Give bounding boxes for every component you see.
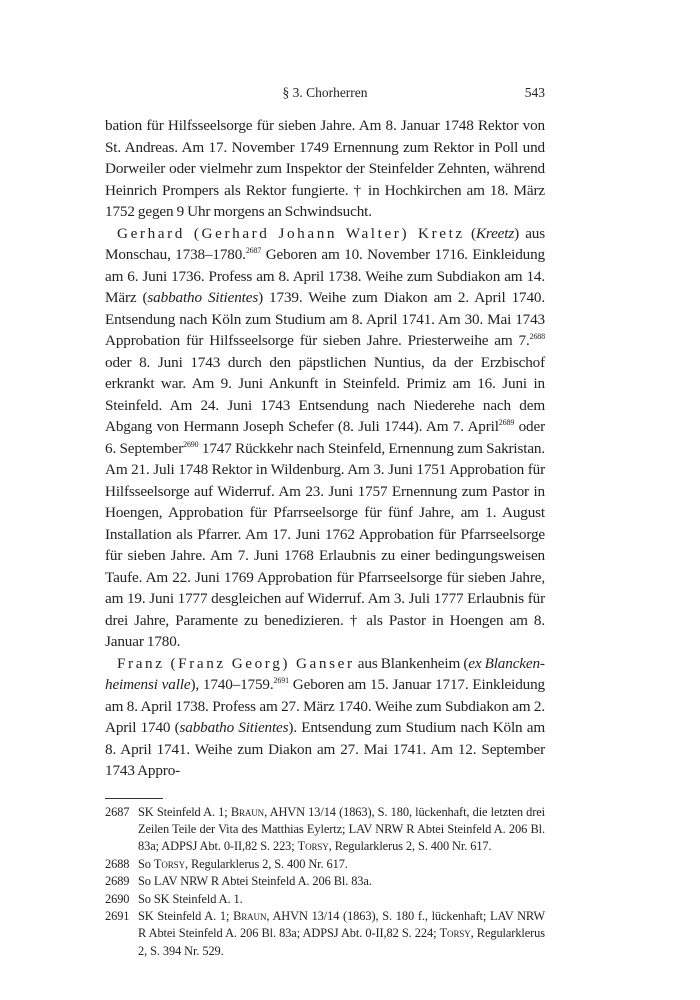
footnote-number: 2690 — [105, 891, 130, 906]
text: ), 1740–1759. — [190, 676, 274, 693]
text: Geboren am 10. November 1716. Einkleidung am 6. Juni 1736. Profess am 8. April 1738. Weihe zum Subdiakon am 14. März ( — [105, 246, 545, 306]
text: aus Blankenheim ( — [354, 654, 469, 672]
footnote-separator — [105, 798, 163, 799]
text: ). Entsendung zum Studium nach Köln am 8. April 1741. Weihe zum Diakon am 27. Mai 1741. Am 12. September 1743 Appro- — [105, 719, 545, 779]
footnote-text — [138, 856, 545, 873]
footnote-text — [138, 804, 545, 856]
footnote-ref[interactable]: 2689 — [498, 418, 515, 427]
footnote-number: 2688 — [105, 856, 130, 871]
footnote — [105, 891, 545, 908]
text: ) 1739. Weihe zum Diakon am 2. April 1740. Entsendung nach Köln zum Studium am 8. April 1741. Am 30. Mai 1743 Approbation für Hilfsseelsorge für sieben Jahre. Priesterweihe am 7. — [105, 289, 546, 349]
person-name: Gerhard (Gerhard Johann Walter) Kretz — [117, 224, 465, 242]
footnote-text: So LAV NRW R Abtei Steinfeld A. 206 Bl. 83a. — [138, 874, 372, 889]
text: oder 8. Juni 1743 durch den päpstlichen Nuntius, da der Erzbischof erkrankt war. Am 9. Juni Ankunft in Steinfeld. Primiz am 16. Juni in Steinfeld. Am 24. Juni 1743 Entsendung nach Niederehe nach dem Abgang von Hermann Joseph Schefer (8. Juli 1744). Am 7. April — [105, 353, 545, 435]
footnote — [105, 804, 545, 856]
author-name: Braun — [233, 908, 267, 923]
text: SK Steinfeld A. 1; — [138, 804, 231, 819]
footnote-text: So SK Steinfeld A. 1. — [138, 891, 243, 906]
footnote-ref[interactable]: 2691 — [273, 676, 289, 685]
text: So — [138, 856, 154, 871]
author-name: Torsy — [153, 856, 185, 871]
body-text — [105, 115, 545, 782]
author-name: Torsy — [297, 839, 329, 854]
alt-name: Kreetz — [475, 224, 515, 242]
entry-franz-ganser — [105, 653, 545, 782]
footnote-ref[interactable]: 2687 — [245, 246, 262, 255]
footnote-number: 2689 — [105, 874, 130, 889]
text: , Regularklerus 2, S. 400 Nr. 617. — [328, 839, 492, 854]
text: SK Steinfeld A. 1; — [138, 908, 234, 923]
latin-phrase: sabbatho Sitientes — [179, 719, 289, 736]
footnotes — [105, 804, 545, 961]
text: , Regularklerus 2, S. 394 Nr. 529. — [138, 926, 545, 958]
text: oder 6. September — [105, 418, 545, 457]
text: 1747 Rückkehr nach Steinfeld, Ernennung zum Sakristan. Am 21. Juli 1748 Rektor in Wildenburg. Am 3. Juni 1751 Approbation für Hilfsseelsorge auf Widerruf. Am 23. Juni 1757 Ernennung zum Pastor in Hoengen, Approbation für Pfarrseelsorge für fünf Jahre, am 1. August Installation als Pfarrer. Am 17. Juni 1762 Approbation für Pfarrseelsorge für sieben Jahre. Am 7. Juni 1768 Erlaubnis zu einer bedingungsweisen Taufe. Am 22. Juni 1769 Approbation für Pfarrseelsorge für sieben Jahre, am 19. Juni 1777 desgleichen auf Widerruf. Am 3. Juli 1777 Erlaubnis für drei Jahre, Paramente zu benedizieren. † als Pastor in Hoengen am 8. Januar 1780. — [105, 439, 545, 650]
page-header — [105, 83, 545, 103]
paragraph-continuation: bation für Hilfsseelsorge für sieben Jahre. Am 8. Januar 1748 Rektor von St. Andreas. Am 17. November 1749 Ernennung zum Rektor in Poll und Dorweiler oder vielmehr zum Inspektor der Steinfelder Zehnten, während Heinrich Prompers als Rektor fungierte. † in Hochkirchen am 18. März 1752 gegen 9 Uhr morgens an Schwindsucht. — [105, 117, 545, 220]
running-head: § 3. Chorherren — [282, 85, 368, 100]
author-name: Torsy — [439, 926, 471, 941]
footnote-number: 2691 — [105, 908, 130, 923]
footnote-number: 2687 — [105, 804, 130, 819]
text: , Regularklerus 2, S. 400 Nr. 617. — [184, 856, 348, 871]
entry-gerhard-kretz — [105, 223, 545, 653]
text: ) aus Monschau, 1738–1780. — [105, 224, 545, 263]
text: Geboren am 15. Januar 1717. Einkleidung am 8. April 1738. Profess am 27. März 1740. Weihe zum Subdiakon am 2. April 1740 ( — [105, 676, 545, 736]
footnote — [105, 856, 545, 873]
footnote-text — [138, 908, 545, 960]
footnote — [105, 908, 545, 960]
footnote — [105, 873, 545, 890]
text: , AHVN 13/14 (1863), S. 180, lückenhaft, die letzten drei Zeilen Teile der Vita des Matthias Eylertz; LAV NRW R Abtei Steinfeld A. 206 Bl. 83a; ADPSJ Abt. 0-II,82 S. 223; — [138, 804, 545, 854]
footnote-ref[interactable]: 2688 — [529, 332, 545, 341]
text: ( — [464, 224, 476, 242]
page-number: 543 — [524, 85, 545, 100]
text: , AHVN 13/14 (1863), S. 180 f., lückenhaft; LAV NRW R Abtei Steinfeld A. 206 Bl. 83a; ADPSJ Abt. 0-II,82 S. 224; — [138, 908, 545, 941]
author-name: Braun — [230, 804, 265, 819]
latin-phrase: sabbatho Sitientes — [147, 289, 259, 306]
person-name: Franz (Franz Georg) Ganser — [117, 654, 355, 672]
footnote-ref[interactable]: 2690 — [183, 439, 199, 449]
latin-phrase: ex Blanckenheimensi valle — [105, 654, 545, 693]
